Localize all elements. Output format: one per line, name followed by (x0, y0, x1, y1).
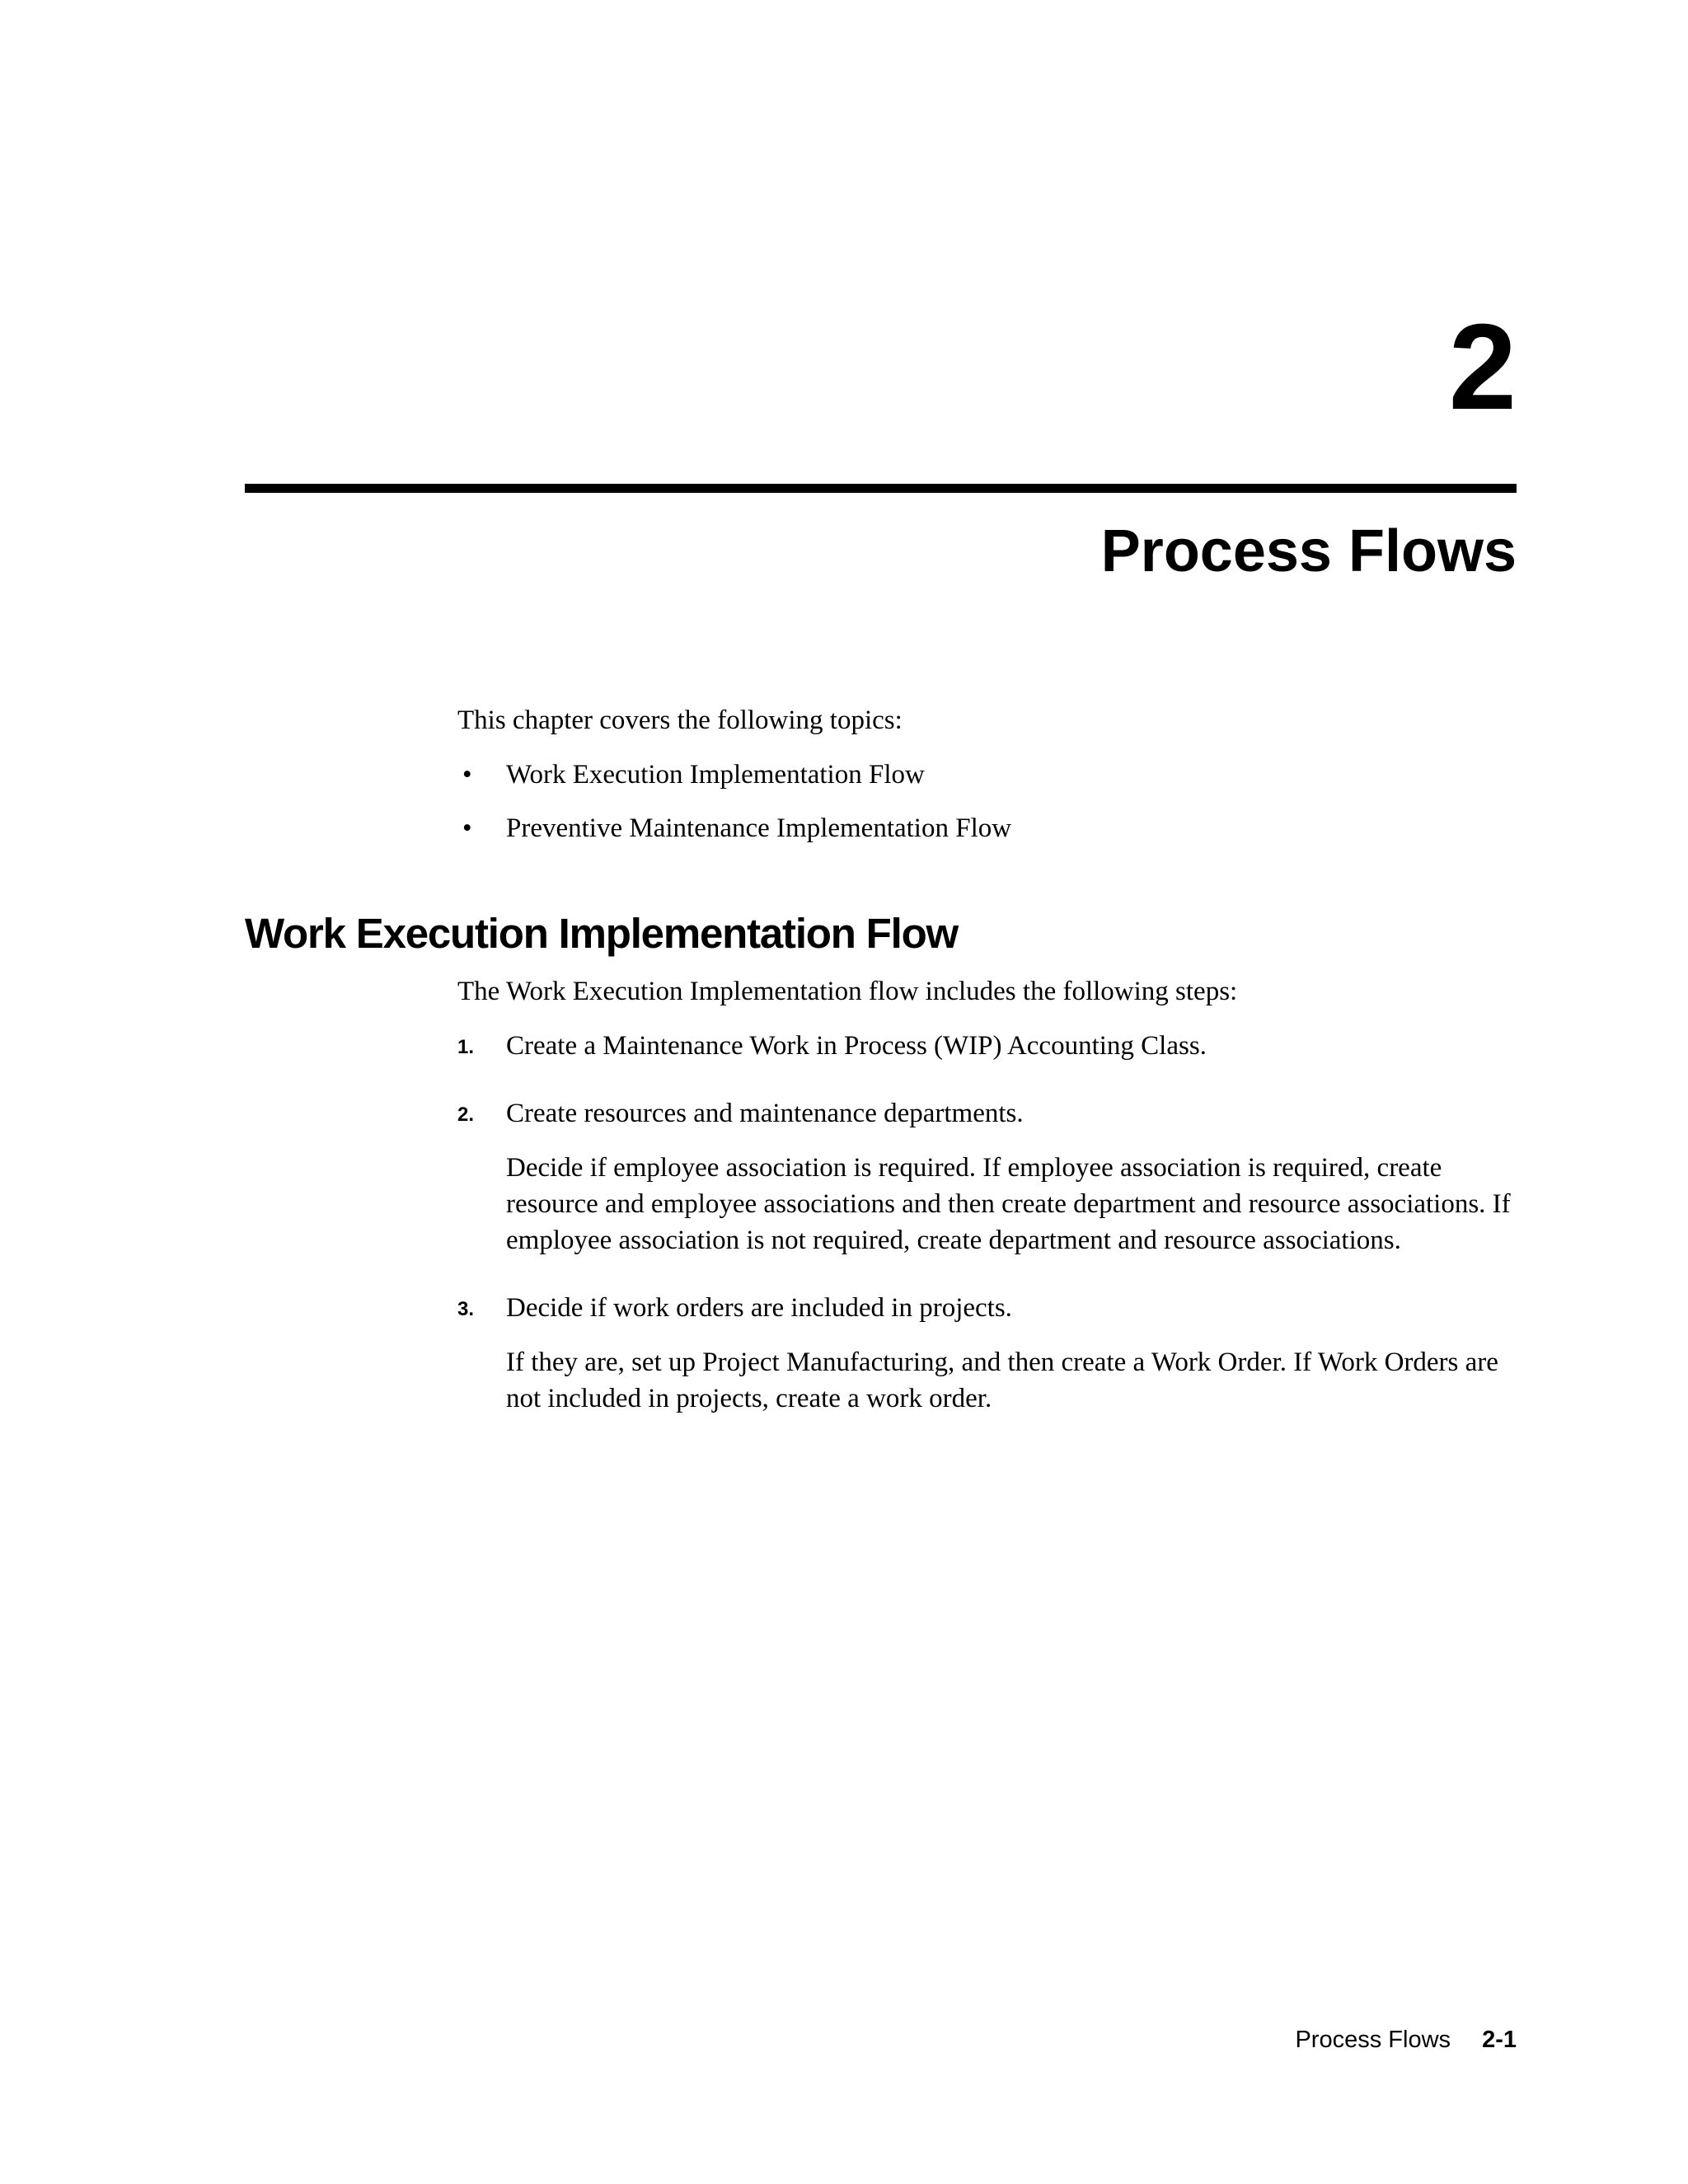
bullet-icon: • (462, 760, 472, 790)
step-detail: Decide if employee association is required. If employee association is required, create resource and employee associations and then create department and resource associations. If employee association is not required, create department and resource associations. (506, 1153, 1511, 1255)
chapter-divider (245, 484, 1517, 493)
step-item (457, 1028, 1521, 1064)
step-number: 2. (457, 1104, 475, 1126)
step-item (457, 1290, 1521, 1417)
step-text: Decide if work orders are included in projects. (506, 1293, 1012, 1323)
page-number: 2-1 (1482, 2027, 1517, 2053)
section-body (457, 973, 1521, 1448)
bullet-icon: • (462, 813, 472, 843)
section-intro: The Work Execution Implementation flow includes the following steps: (457, 977, 1238, 1006)
section-heading: Work Execution Implementation Flow (245, 910, 959, 957)
footer-title: Process Flows (1295, 2027, 1451, 2053)
step-item (457, 1095, 1521, 1258)
step-number: 1. (457, 1036, 475, 1058)
topic-list (457, 757, 1521, 846)
step-text: Create resources and maintenance departments. (506, 1099, 1024, 1128)
chapter-title: Process Flows (1100, 518, 1517, 584)
step-text: Create a Maintenance Work in Process (WIP) Accounting Class. (506, 1031, 1207, 1061)
chapter-intro (457, 702, 1521, 864)
intro-text: This chapter covers the following topics: (457, 705, 903, 735)
topic-item (457, 810, 1521, 846)
steps-list (457, 1028, 1521, 1417)
chapter-number: 2 (1448, 299, 1517, 435)
topic-item (457, 757, 1521, 793)
page-footer (1295, 2023, 1517, 2056)
topic-label: Preventive Maintenance Implementation Flow (506, 813, 1012, 843)
step-number: 3. (457, 1298, 475, 1320)
step-detail: If they are, set up Project Manufacturing, and then create a Work Order. If Work Orders are not included in projects, create a work order. (506, 1347, 1498, 1413)
topic-label: Work Execution Implementation Flow (506, 760, 925, 790)
